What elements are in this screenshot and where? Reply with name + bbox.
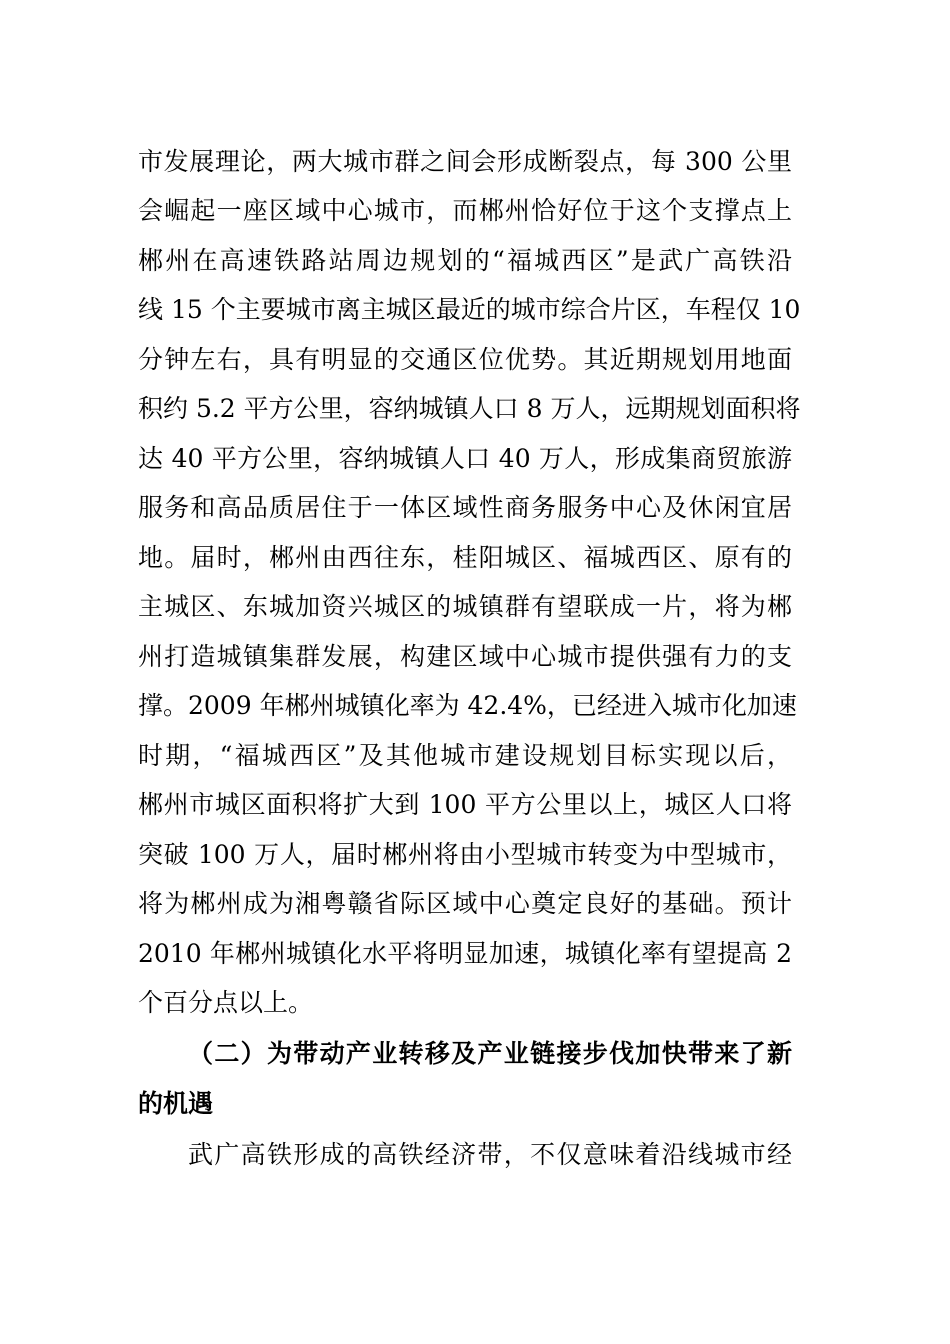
body-line: 主城区、东城加资兴城区的城镇群有望联成一片，将为郴 — [138, 592, 792, 621]
section-heading: 的机遇 — [138, 1089, 214, 1118]
body-line: 将为郴州成为湘粤赣省际区域中心奠定良好的基础。预计 — [138, 889, 792, 918]
body-line: 郴州市城区面积将扩大到 100 平方公里以上，城区人口将 — [138, 790, 792, 819]
body-line: 地。届时，郴州由西往东，桂阳城区、福城西区、原有的 — [138, 543, 792, 572]
body-line: 突破 100 万人，届时郴州将由小型城市转变为中型城市， — [138, 840, 792, 869]
body-line: 个百分点以上。 — [138, 988, 314, 1017]
body-line: 郴州在高速铁路站周边规划的“福城西区”是武广高铁沿 — [138, 246, 792, 275]
body-line: 达 40 平方公里，容纳城镇人口 40 万人，形成集商贸旅游 — [138, 444, 792, 473]
body-line: 撑。2009 年郴州城镇化率为 42.4%，已经进入城市化加速 — [138, 691, 797, 720]
body-line: 会崛起一座区域中心城市，而郴州恰好位于这个支撑点上 — [138, 196, 792, 225]
body-line: 积约 5.2 平方公里，容纳城镇人口 8 万人，远期规划面积将 — [138, 394, 801, 423]
body-line: 服务和高品质居住于一体区域性商务服务中心及休闲宜居 — [138, 493, 792, 522]
body-line: 市发展理论，两大城市群之间会形成断裂点，每 300 公里 — [138, 147, 792, 176]
body-line: 州打造城镇集群发展，构建区域中心城市提供强有力的支 — [138, 642, 792, 671]
paragraph-start-line: 武广高铁形成的高铁经济带，不仅意味着沿线城市经 — [188, 1140, 792, 1169]
section-heading: （二）为带动产业转移及产业链接步伐加快带来了新 — [188, 1039, 792, 1068]
body-line: 线 15 个主要城市离主城区最近的城市综合片区，车程仅 10 — [138, 295, 801, 324]
body-line: 时期，“福城西区”及其他城市建设规划目标实现以后， — [138, 741, 792, 770]
body-line: 2010 年郴州城镇化水平将明显加速，城镇化率有望提高 2 — [138, 939, 792, 968]
body-line: 分钟左右，具有明显的交通区位优势。其近期规划用地面 — [138, 345, 792, 374]
